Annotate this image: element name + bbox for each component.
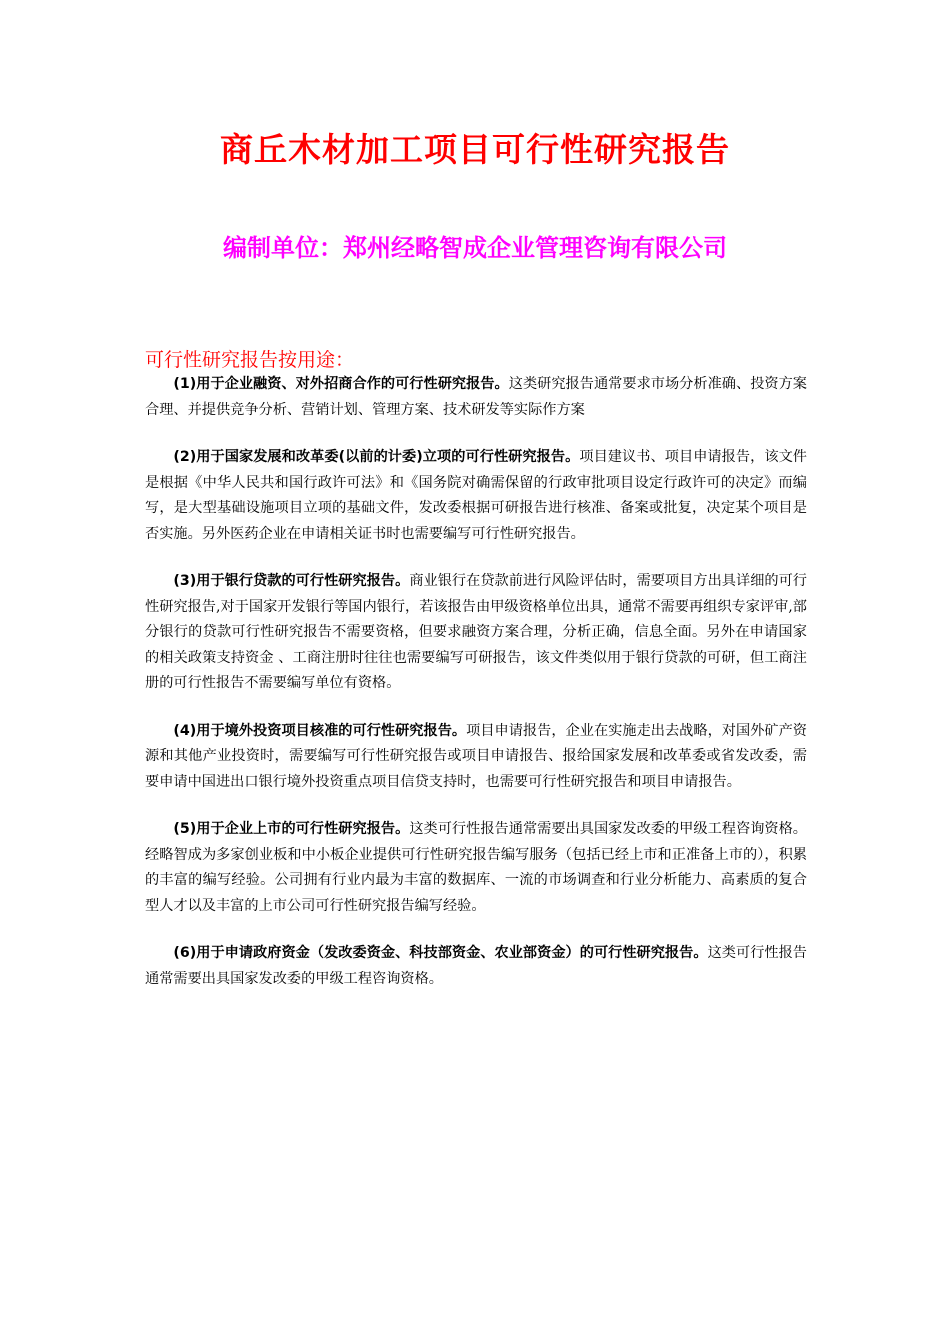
usage-item-5 [145, 817, 807, 919]
usage-item-body: 这类可行性报告通常需要出具国家发改委的甲级工程咨询资格。 [145, 945, 807, 987]
usage-item-lead: (3)用于银行贷款的可行性研究报告。 [173, 573, 410, 589]
usage-item-body: 商业银行在贷款前进行风险评估时，需要项目方出具详细的可行性研究报告,对于国家开发银行等国内银行，若该报告由甲级资格单位出具，通常不需要再组织专家评审,部分银行的贷款可行性研究报告不需要资格，但要求融资方案合理，分析正确，信息全面。另外在申请国家的相关政策支持资金 、工商注册时往往也需要编写可研报告，该文件类似用于银行贷款的可研，但工商注册的可行性报告不需要编写单位有资格。 [145, 573, 807, 691]
usage-item-lead: (5)用于企业上市的可行性研究报告。 [173, 821, 410, 837]
usage-item-lead: (6)用于申请政府资金（发改委资金、科技部资金、农业部资金）的可行性研究报告。 [173, 945, 708, 961]
usage-item-lead: (4)用于境外投资项目核准的可行性研究报告。 [173, 722, 467, 739]
usage-item-lead: (1)用于企业融资、对外招商合作的可行性研究报告。 [173, 376, 509, 392]
document-title: 商丘木材加工项目可行性研究报告 [220, 130, 730, 169]
section-heading: 可行性研究报告按用途： [145, 349, 355, 371]
compiling-unit: 编制单位：郑州经略智成企业管理咨询有限公司 [223, 234, 727, 262]
usage-item-body: 项目建议书、项目申请报告，该文件是根据《中华人民共和国行政许可法》和《国务院对确需保留的行政审批项目设定行政许可的决定》而编写，是大型基础设施项目立项的基础文件，发改委根据可研报告进行核准、备案或批复，决定某个项目是否实施。另外医药企业在申请相关证书时也需要编写可行性研究报告。 [145, 449, 807, 542]
usage-item-4 [145, 719, 807, 796]
usage-item-body: 项目申请报告，企业在实施走出去战略，对国外矿产资源和其他产业投资时，需要编写可行性研究报告或项目申请报告、报给国家发展和改革委或省发改委，需要申请中国进出口银行境外投资重点项目信贷支持时，也需要可行性研究报告和项目申请报告。 [145, 722, 807, 790]
usage-item-body: 这类可行性报告通常需要出具国家发改委的甲级工程咨询资格。经略智成为多家创业板和中小板企业提供可行性研究报告编写服务（包括已经上市和正准备上市的），积累的丰富的编写经验。公司拥有行业内最为丰富的数据库、一流的市场调查和行业分析能力、高素质的复合型人才以及丰富的上市公司可行性研究报告编写经验。 [145, 821, 807, 914]
usage-item-6 [145, 941, 807, 992]
usage-list [145, 372, 807, 1014]
usage-item-3 [145, 569, 807, 697]
usage-item-1 [145, 372, 807, 423]
usage-item-2 [145, 445, 807, 547]
usage-item-body: 这类研究报告通常要求市场分析准确、投资方案合理、并提供竞争分析、营销计划、管理方案、技术研发等实际作方案 [145, 376, 807, 418]
usage-item-lead: (2)用于国家发展和改革委(以前的计委)立项的可行性研究报告。 [173, 449, 580, 465]
